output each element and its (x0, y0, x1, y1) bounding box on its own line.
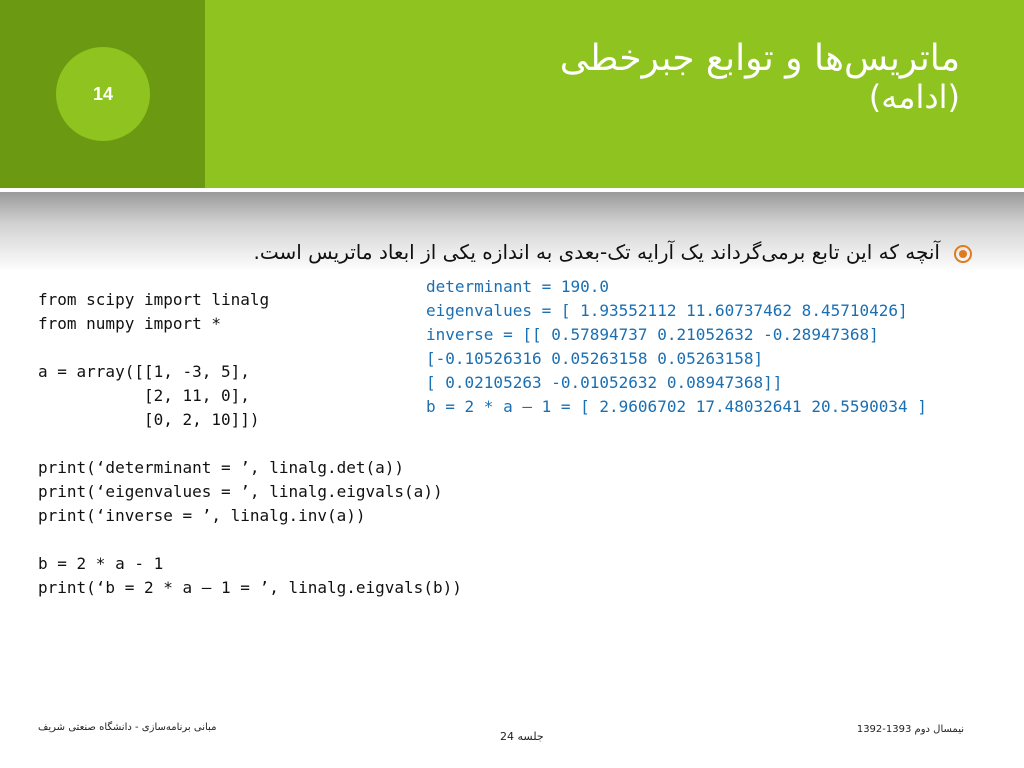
footer-semester: نیمسال دوم 1393-1392 (856, 724, 964, 735)
code-block (38, 288, 462, 600)
output-line: inverse = [[ 0.57894737 0.21052632 -0.28947368] (426, 325, 879, 344)
code-line: print(‘eigenvalues = ’, linalg.eigvals(a)) (38, 482, 443, 501)
slide-number-badge (56, 47, 150, 141)
code-line: print(‘determinant = ’, linalg.det(a)) (38, 458, 405, 477)
output-block (426, 275, 927, 419)
slide-number: 14 (92, 83, 114, 104)
output-line: b = 2 * a – 1 = [ 2.9606702 17.48032641 20.5590034 ] (426, 397, 927, 416)
code-line: print(‘inverse = ’, linalg.inv(a)) (38, 506, 366, 525)
code-line: from scipy import linalg (38, 290, 270, 309)
footer-session: جلسه 24 (500, 730, 544, 743)
code-line: b = 2 * a - 1 (38, 554, 164, 573)
code-line: print(‘b = 2 * a – 1 = ’, linalg.eigvals(b)) (38, 578, 462, 597)
target-bullet-icon (954, 245, 972, 263)
output-line: [ 0.02105263 -0.01052632 0.08947368]] (426, 373, 783, 392)
code-line: [0, 2, 10]]) (38, 410, 260, 429)
bullet-text: آنچه که این تابع برمی‌گرداند یک آرایه تک-بعدی به اندازه یکی از ابعاد ماتریس است. (253, 240, 940, 264)
output-line: determinant = 190.0 (426, 277, 610, 296)
slide-title-line2: (ادامه) (868, 78, 960, 117)
code-line: a = array([[1, -3, 5], (38, 362, 250, 381)
bullet-item (12, 240, 972, 264)
slide-title-line1: ماتریس‌ها و توابع جبرخطی (559, 38, 960, 79)
output-line: [-0.10526316 0.05263158 0.05263158] (426, 349, 764, 368)
footer-course: مبانی برنامه‌سازی - دانشگاه صنعتی شریف (38, 722, 217, 733)
code-line: from numpy import * (38, 314, 222, 333)
slide-title (320, 38, 960, 116)
code-line: [2, 11, 0], (38, 386, 250, 405)
output-line: eigenvalues = [ 1.93552112 11.60737462 8.45710426] (426, 301, 908, 320)
